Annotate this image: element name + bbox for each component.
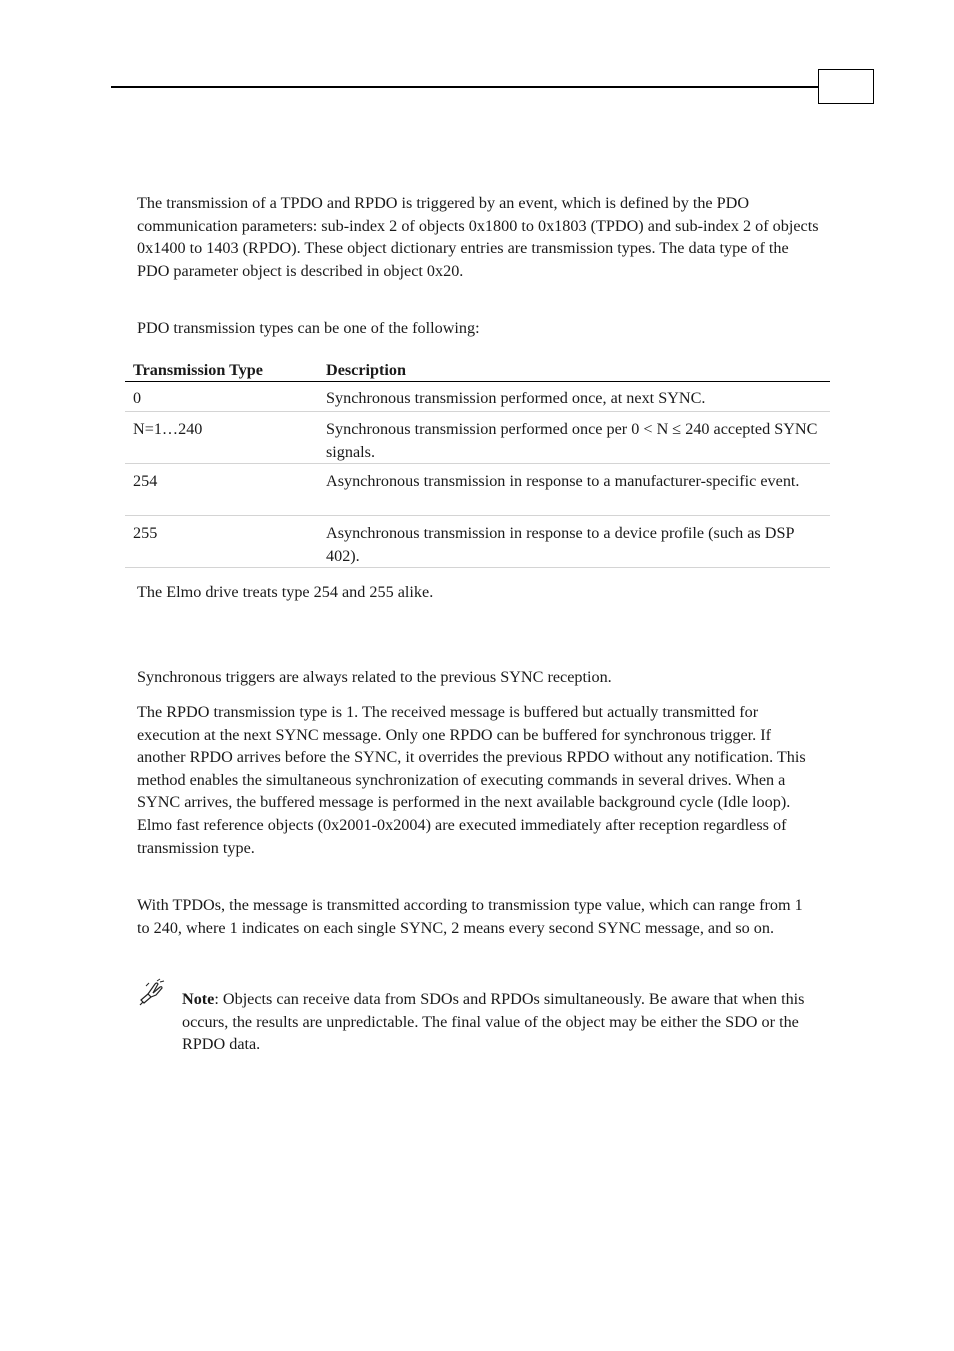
row-type: 255	[133, 524, 158, 542]
header-rule	[111, 86, 819, 88]
intro-lead: PDO transmission types can be one of the following:	[137, 319, 480, 337]
row-type: N=1…240	[133, 420, 203, 438]
row-description: Synchronous transmission performed once, at next SYNC.	[326, 389, 706, 407]
table-row	[125, 516, 830, 568]
header-transmission-type: Transmission Type	[133, 361, 263, 379]
row-description: Asynchronous transmission in response to a manufacturer-specific event.	[326, 472, 800, 490]
header-description: Description	[326, 361, 407, 379]
note-label: Note	[182, 990, 215, 1008]
row-type: 0	[133, 389, 142, 407]
intro-paragraph: The transmission of a TPDO and RPDO is triggered by an event, which is defined by the PDO communication parameters: sub-index 2 of objects 0x1800 to 0x1803 (TPDO) and sub-index 2 of objects 0x1400 to 1403 (RPDO). These object dictionary entries are transmission types. The data type of the PDO parameter object is described in object 0x20.	[137, 194, 819, 280]
sync-paragraph-1: Synchronous triggers are always related to the previous SYNC reception.	[137, 668, 612, 686]
table-header-row	[125, 358, 830, 382]
table-row	[125, 412, 830, 464]
transmission-types-table	[125, 358, 830, 568]
table-row	[125, 464, 830, 516]
after-table-text: The Elmo drive treats type 254 and 255 alike.	[137, 583, 434, 601]
note-text: : Objects can receive data from SDOs and RPDOs simultaneously. Be aware that when this occurs, the results are unpredictable. The final value of the object may be either the SDO or the RPDO data.	[182, 990, 805, 1054]
sync-paragraph-3: With TPDOs, the message is transmitted according to transmission type value, which can range from 1 to 240, where 1 indicates on each single SYNC, 2 means every second SYNC message, and so on.	[137, 896, 803, 937]
sync-paragraph-2: The RPDO transmission type is 1. The received message is buffered but actually transmitted for execution at the next SYNC message. Only one RPDO can be buffered for synchronous trigger. If another RPDO arrives before the SYNC, it overrides the previous RPDO without any notification. This method enables the simultaneous synchronization of executing commands in several drives. When a SYNC arrives, the buffered message is performed in the next available background cycle (Idle loop). Elmo fast reference objects (0x2001-0x2004) are executed immediately after reception regardless of transmission type.	[137, 703, 806, 857]
row-description: Synchronous transmission performed once per 0 < N ≤ 240 accepted SYNC signals.	[326, 420, 818, 461]
note-paragraph	[182, 988, 812, 1056]
table-row	[125, 382, 830, 412]
page-number-box	[818, 69, 874, 104]
row-type: 254	[133, 472, 158, 490]
note-hand-icon	[138, 978, 168, 1008]
row-description: Asynchronous transmission in response to a device profile (such as DSP 402).	[326, 524, 794, 565]
